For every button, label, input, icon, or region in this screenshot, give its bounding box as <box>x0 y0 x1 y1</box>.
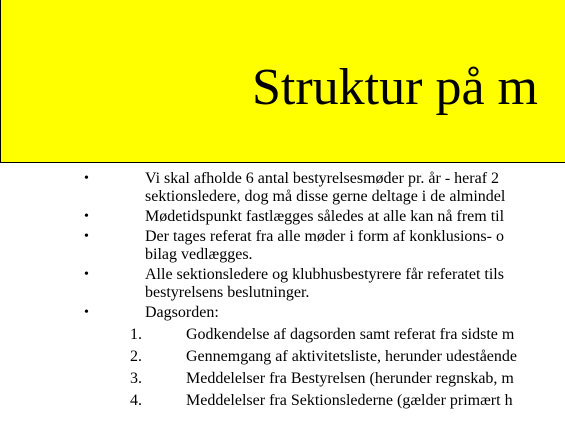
bullet-text-line: Der tages referat fra alle møder i form af konklusions- o <box>145 228 504 245</box>
item-number: 3. <box>130 370 142 387</box>
numbered-text: Godkendelse af dagsorden samt referat fra sidste m <box>186 326 515 343</box>
bullet-item <box>0 170 565 206</box>
numbered-item <box>0 392 565 410</box>
item-number: 1. <box>130 326 142 343</box>
bullet-text-line: Vi skal afholde 6 antal bestyrelsesmøder pr. år - heraf 2 <box>145 170 500 187</box>
item-number: 4. <box>130 392 142 409</box>
bullet-marker: • <box>84 267 89 282</box>
numbered-text: Meddelelser fra Sektionslederne (gælder primært h <box>186 392 513 409</box>
bullet-marker: • <box>84 305 89 320</box>
numbered-item <box>0 326 565 344</box>
bullet-marker: • <box>84 229 89 244</box>
bullet-text-line: Dagsorden: <box>145 304 219 321</box>
slide-body <box>0 170 565 414</box>
bullet-text-line: bilag vedlægges. <box>145 246 253 263</box>
bullet-item <box>0 228 565 264</box>
numbered-text: Gennemgang af aktivitetsliste, herunder udestående <box>186 348 517 365</box>
bullet-item <box>0 304 565 322</box>
bullet-text-line: sektionsledere, dog må disse gerne deltage i de almindel <box>145 188 506 205</box>
bullet-marker: • <box>84 209 89 224</box>
numbered-item <box>0 348 565 366</box>
numbered-text: Meddelelser fra Bestyrelsen (herunder regnskab, m <box>186 370 514 387</box>
bullet-marker: • <box>84 171 89 186</box>
slide-title: Struktur på m <box>252 59 538 116</box>
title-box <box>0 0 565 163</box>
bullet-item <box>0 208 565 226</box>
numbered-item <box>0 370 565 388</box>
bullet-text-line: bestyrelsens beslutninger. <box>145 284 310 301</box>
bullet-text-line: Mødetidspunkt fastlægges således at alle kan nå frem til <box>145 208 505 225</box>
bullet-item <box>0 266 565 302</box>
item-number: 2. <box>130 348 142 365</box>
bullet-text-line: Alle sektionsledere og klubhusbestyrere får referatet tils <box>145 266 504 283</box>
